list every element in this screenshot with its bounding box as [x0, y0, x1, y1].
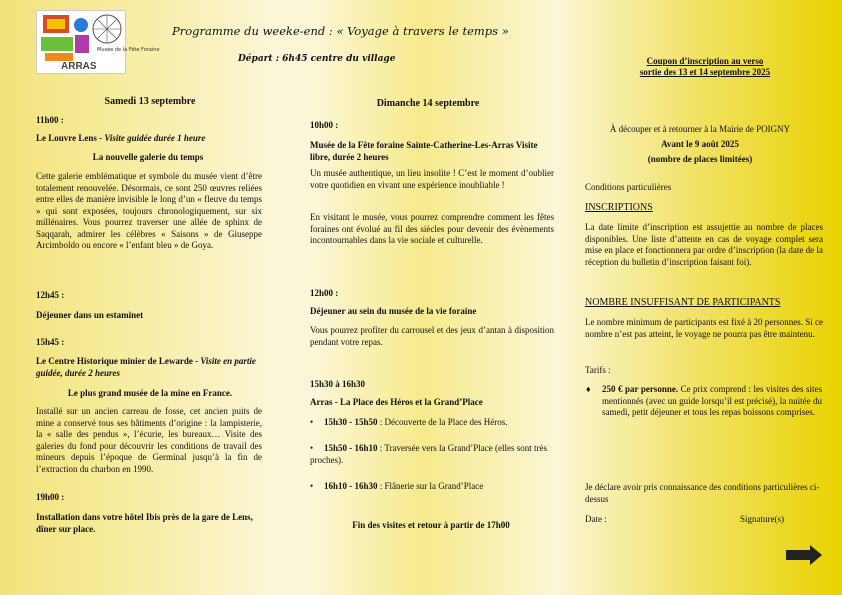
item-time: 15h50 - 16h10 [324, 443, 378, 453]
list-item [310, 443, 548, 466]
sunday-heading: Dimanche 14 septembre [376, 98, 480, 109]
coupon-line-1: Coupon d’inscription au verso [646, 56, 764, 66]
title-italic: Visite guidée durée 1 heure [104, 133, 206, 143]
arras-logo [36, 10, 160, 74]
saturday-time-1: 11h00 : [36, 115, 64, 125]
date-label: Date : [585, 514, 607, 524]
title-italic: Visite en partie guidée, durée 2 heures [36, 356, 256, 378]
sunday-footer: Fin des visites et retour à partir de 17h00 [352, 520, 510, 530]
list-item [310, 481, 554, 493]
coupon-line-2: sortie des 13 et 14 septembre 2025 [639, 67, 771, 77]
sunday-paragraph-1b: En visitant le musée, vous pourrez comprendre comment les fêtes foraines ont évolué au fil des siècles pour devenir des évènements incontournables dans la vie sociale et culturelle. [310, 212, 554, 245]
inscriptions-heading: INSCRIPTIONS [585, 202, 653, 213]
sunday-paragraph-2: Vous pourrez profiter du carrousel et des jeux d’antan à disposition pendant votre repas. [310, 325, 554, 347]
saturday-paragraph-1: Cette galerie emblématique et symbole du musée vient d’être totalement renouvelée. Désormais, ce sont 250 œuvres reliées entre elles de manière invisible le long d’un « fleuve du temps » qui sont exposées, toujours chronologiquement, sur six millénaires. Vous pourrez traverser une allée de sphinx de Saqqarah, admirer les célèbres « Saisons » de Giuseppe Arcimboldo ou encore « l’enfant bleu » de Goya. [36, 171, 262, 250]
declaration-text: Je déclare avoir pris connaissance des conditions particulières ci-dessus [585, 482, 820, 504]
diamond-bullet-icon: ♦ [586, 384, 591, 394]
item-time: 16h10 - 16h30 [324, 481, 378, 491]
sunday-time-2: 12h00 : [310, 288, 339, 298]
saturday-heading: Samedi 13 septembre [104, 96, 196, 107]
saturday-title-1 [36, 133, 282, 145]
saturday-text-4: Installation dans votre hôtel Ibis près de la gare de Lens, dîner sur place. [36, 512, 253, 534]
saturday-time-2: 12h45 : [36, 290, 65, 300]
sunday-title-2: Déjeuner au sein du musée de la vie foraine [310, 306, 477, 316]
saturday-paragraph-3: Installé sur un ancien carreau de fosse, cet ancien puits de mine a conservé tous ses bâtiments d’origine : la lampisterie, la « salle des pendus », l’écurie, les bureaux… Visite des galeries du fond pour découvrir les conditions de travail des mineurs depuis l’époque de Germinal jusqu’à la fin de l’extraction du charbon en 1990. [36, 406, 262, 474]
saturday-subtitle-1: La nouvelle galerie du temps [92, 152, 204, 162]
participants-paragraph: Le nombre minimum de participants est fixé à 20 personnes. Si ce nombre n’est pas atteint, le voyage ne pourra pas être maintenu. [585, 317, 823, 339]
signature-label: Signature(s) [740, 514, 784, 524]
item-text: : Flânerie sur la Grand’Place [377, 481, 484, 491]
coupon-conditions-label: Conditions particulières [585, 182, 672, 192]
item-time: 15h30 - 15h50 [324, 417, 378, 427]
tarifs-label: Tarifs : [585, 365, 611, 375]
item-text: : Découverte de la Place des Héros. [377, 417, 508, 427]
logo-text: ARRAS [61, 61, 97, 72]
sunday-title-3: Arras - La Place des Héros et la Grand’Place [310, 397, 483, 407]
page-title: Programme du weeke-end : « Voyage à travers le temps » [172, 24, 509, 38]
price-paragraph [602, 384, 822, 419]
list-item [310, 417, 554, 429]
title-prefix: Le Centre Historique minier de Lewarde - [36, 356, 201, 366]
price-amount: 250 € par personne. [602, 384, 679, 394]
item-text: : Traversée vers la Grand’Place (elles sont très proches). [310, 443, 547, 465]
coupon-limited-places: (nombre de places limitées) [647, 154, 753, 164]
sunday-time-1: 10h00 : [310, 120, 339, 130]
saturday-title-3 [36, 356, 256, 379]
saturday-time-3: 15h45 : [36, 337, 65, 347]
saturday-text-2: Déjeuner dans un estaminet [36, 310, 144, 320]
coupon-deadline: Avant le 9 août 2025 [661, 139, 739, 149]
bullet-icon: • [310, 443, 314, 453]
sunday-time-3: 15h30 à 16h30 [310, 379, 366, 389]
price-text: Ce prix comprend : les visites des sites mentionnés (avec un guide lorsqu’il est précisé), la nuitée du samedi, petit déjeuner et tous les repas boissons comprises. [602, 384, 822, 417]
sunday-paragraph-1a: Un musée authentique, un lieu insolite ! C’est le moment d’oublier votre quotidien en vivant une expérience inoubliable ! [310, 168, 554, 190]
departure-info: Départ : 6h45 centre du village [238, 54, 396, 64]
saturday-subtitle-3: Le plus grand musée de la mine en France. [67, 388, 233, 398]
title-prefix: Le Louvre Lens - [36, 133, 105, 143]
bullet-icon: • [310, 481, 314, 491]
participants-heading: NOMBRE INSUFFISANT DE PARTICIPANTS [585, 297, 781, 308]
inscriptions-paragraph: La date limite d’inscription est assujettie au nombre de places disponibles. Une liste d’attente en cas de voyage complet sera mise en place et fonctionnera par ordre d’inscription (la date de la réception du bulletin d’inscription faisant foi). [585, 222, 823, 267]
saturday-time-4: 19h00 : [36, 492, 65, 502]
logo-caption: Musée de la Fête Foraine [97, 47, 160, 53]
arrow-right-icon [784, 543, 824, 567]
bullet-icon: • [310, 417, 314, 427]
sunday-title-1: Musée de la Fête foraine Sainte-Catherine-Les-Arras Visite libre, durée 2 heures [310, 140, 538, 162]
coupon-cut-instruction: À découper et à retourner à la Mairie de POIGNY [609, 124, 791, 134]
